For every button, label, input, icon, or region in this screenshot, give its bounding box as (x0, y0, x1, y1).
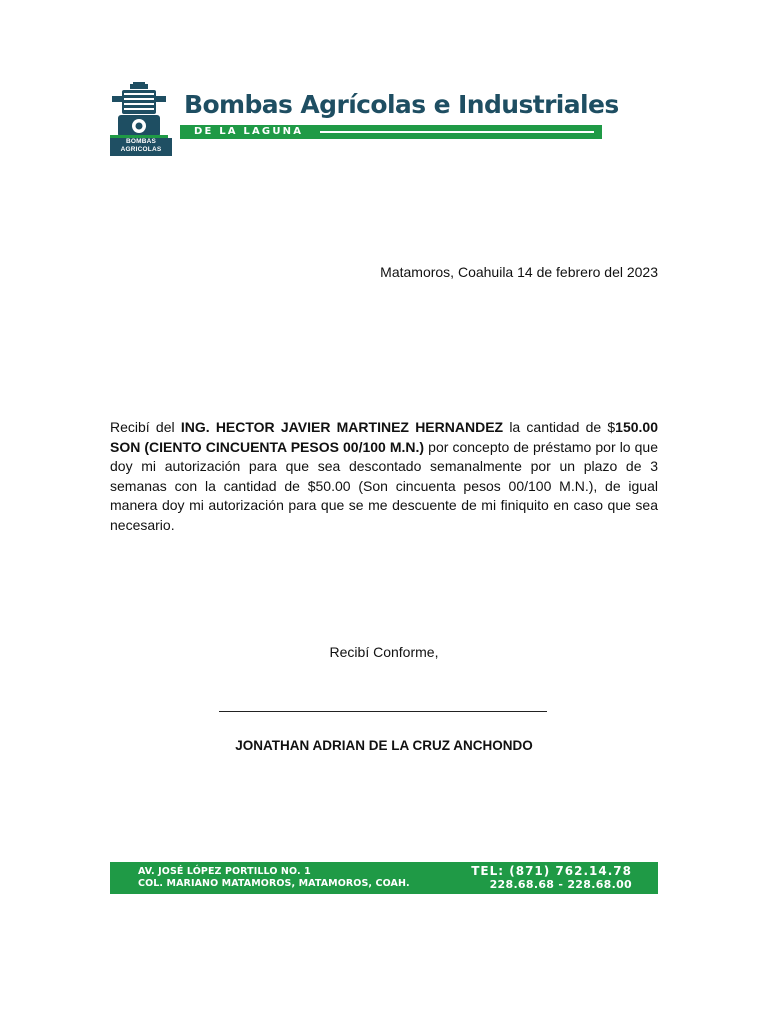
footer-address-line2: COL. MARIANO MATAMOROS, MATAMOROS, COAH. (138, 878, 410, 889)
footer-tel: TEL: (871) 762.14.78 (471, 864, 632, 878)
body-part2: la cantidad de $ (503, 419, 616, 435)
footer-tel-extra: 228.68.68 - 228.68.00 (489, 878, 632, 891)
brand-name: Bombas Agrícolas e Industriales (184, 90, 619, 119)
letterhead (108, 82, 619, 158)
footer-address (138, 866, 410, 890)
payer-name: ING. HECTOR JAVIER MARTINEZ HERNANDEZ (180, 419, 504, 435)
body-part1: Recibí del (110, 419, 181, 435)
logo-caption (110, 138, 172, 156)
signature-line (219, 711, 547, 712)
footer-address-line1: AV. JOSÉ LÓPEZ PORTILLO NO. 1 (138, 866, 311, 877)
brand-rule-divider (320, 131, 594, 133)
logo-caption-line1: BOMBAS (125, 138, 157, 145)
body-part3: por concepto de préstamo por lo que doy mi autorización para que sea descontado semanalmente por un plazo de 3 semanas con la cantidad de $50.00 (Son cincuenta pesos 00/100 M.N.), de igual manera doy mi autorización para que se me descuente de mi finiquito en caso que sea necesario. (110, 438, 659, 533)
receipt-body-paragraph (110, 418, 658, 535)
closing-phrase: Recibí Conforme, (329, 644, 439, 660)
signer-name: JONATHAN ADRIAN DE LA CRUZ ANCHONDO (235, 738, 533, 753)
footer-band (110, 862, 658, 894)
brand-subtitle-band (180, 125, 602, 139)
footer-phones (471, 864, 632, 891)
amount-text: 150.00 SON (CIENTO CINCUENTA PESOS 00/100 M.N.) (110, 419, 658, 455)
logo-caption-line2: AGRICOLAS (120, 146, 162, 153)
place-date: Matamoros, Coahuila 14 de febrero del 2023 (380, 264, 658, 280)
brand-subtitle: DE LA LAGUNA (194, 126, 304, 137)
